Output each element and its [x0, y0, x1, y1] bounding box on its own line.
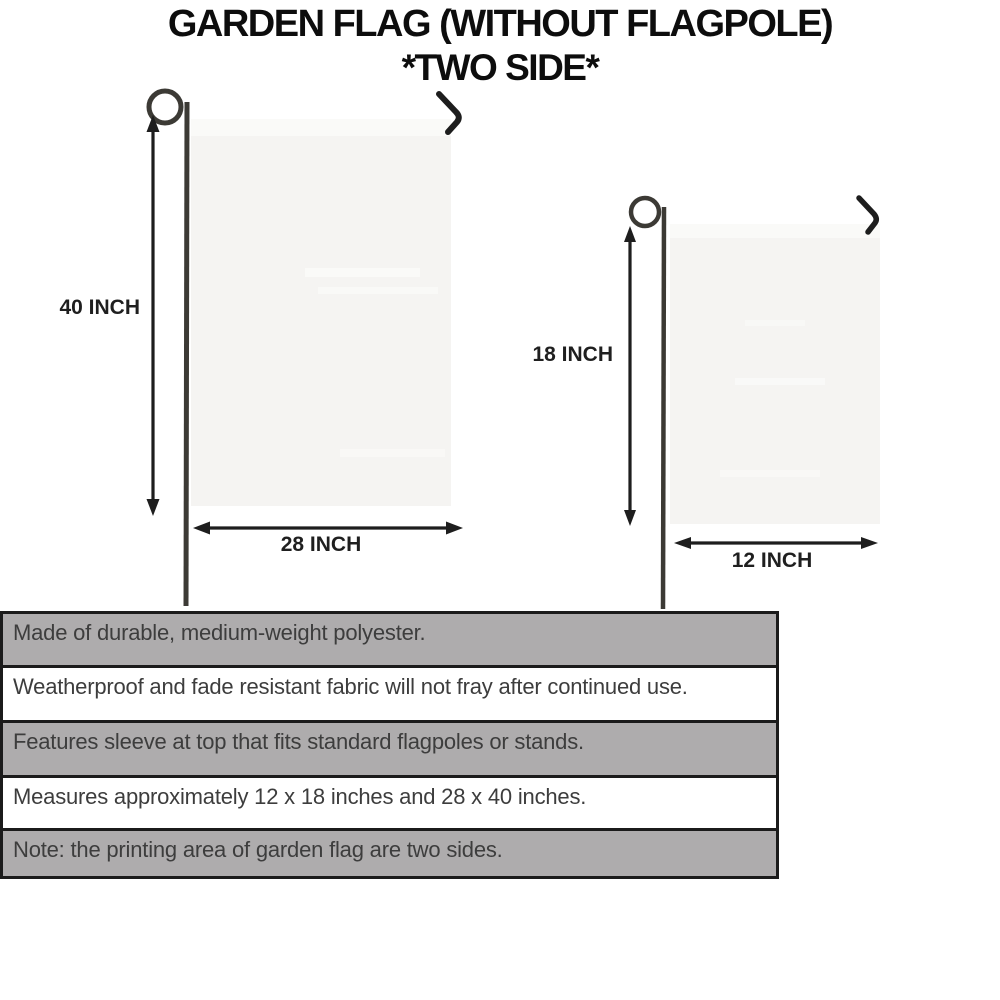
large-flag-canvas	[191, 119, 451, 506]
small-flag-crease	[745, 320, 805, 326]
feature-row-sleeve: Features sleeve at top that fits standard flagpoles or stands.	[3, 723, 776, 778]
large-height-arrow	[147, 115, 160, 516]
large-flag-crease	[340, 449, 445, 457]
feature-row-note: Note: the printing area of garden flag are two sides.	[3, 831, 776, 876]
feature-list-panel	[0, 611, 779, 879]
large-flag-crease	[305, 268, 420, 277]
small-width-arrow	[674, 537, 878, 549]
large-flag-crease	[318, 287, 438, 294]
small-flag-height-label: 18 INCH	[532, 343, 613, 366]
small-flag-group	[624, 198, 880, 609]
small-flag-crease	[735, 378, 825, 385]
large-flag-width-label: 28 INCH	[280, 533, 362, 556]
title-line-2: *TWO SIDE*	[401, 47, 599, 88]
large-flagpole	[186, 102, 187, 606]
small-flag-canvas	[670, 224, 880, 524]
small-flag-sleeve	[670, 224, 880, 238]
small-flagpole	[663, 207, 664, 609]
feature-row-material: Made of durable, medium-weight polyester.	[3, 614, 776, 668]
page-title	[0, 2, 1000, 90]
feature-row-measurements: Measures approximately 12 x 18 inches and 28 x 40 inches.	[3, 778, 776, 831]
large-flag-group	[147, 91, 464, 606]
small-height-arrow	[624, 226, 636, 526]
title-line-1: GARDEN FLAG (WITHOUT FLAGPOLE)	[167, 3, 833, 45]
small-flag-width-label: 12 INCH	[731, 549, 813, 572]
feature-row-weatherproof: Weatherproof and fade resistant fabric will not fray after continued use.	[3, 668, 776, 723]
large-flag-sleeve	[191, 119, 451, 136]
small-flag-crease	[720, 470, 820, 477]
small-flagpole-loop	[631, 198, 659, 226]
large-flag-height-label: 40 INCH	[59, 296, 140, 319]
